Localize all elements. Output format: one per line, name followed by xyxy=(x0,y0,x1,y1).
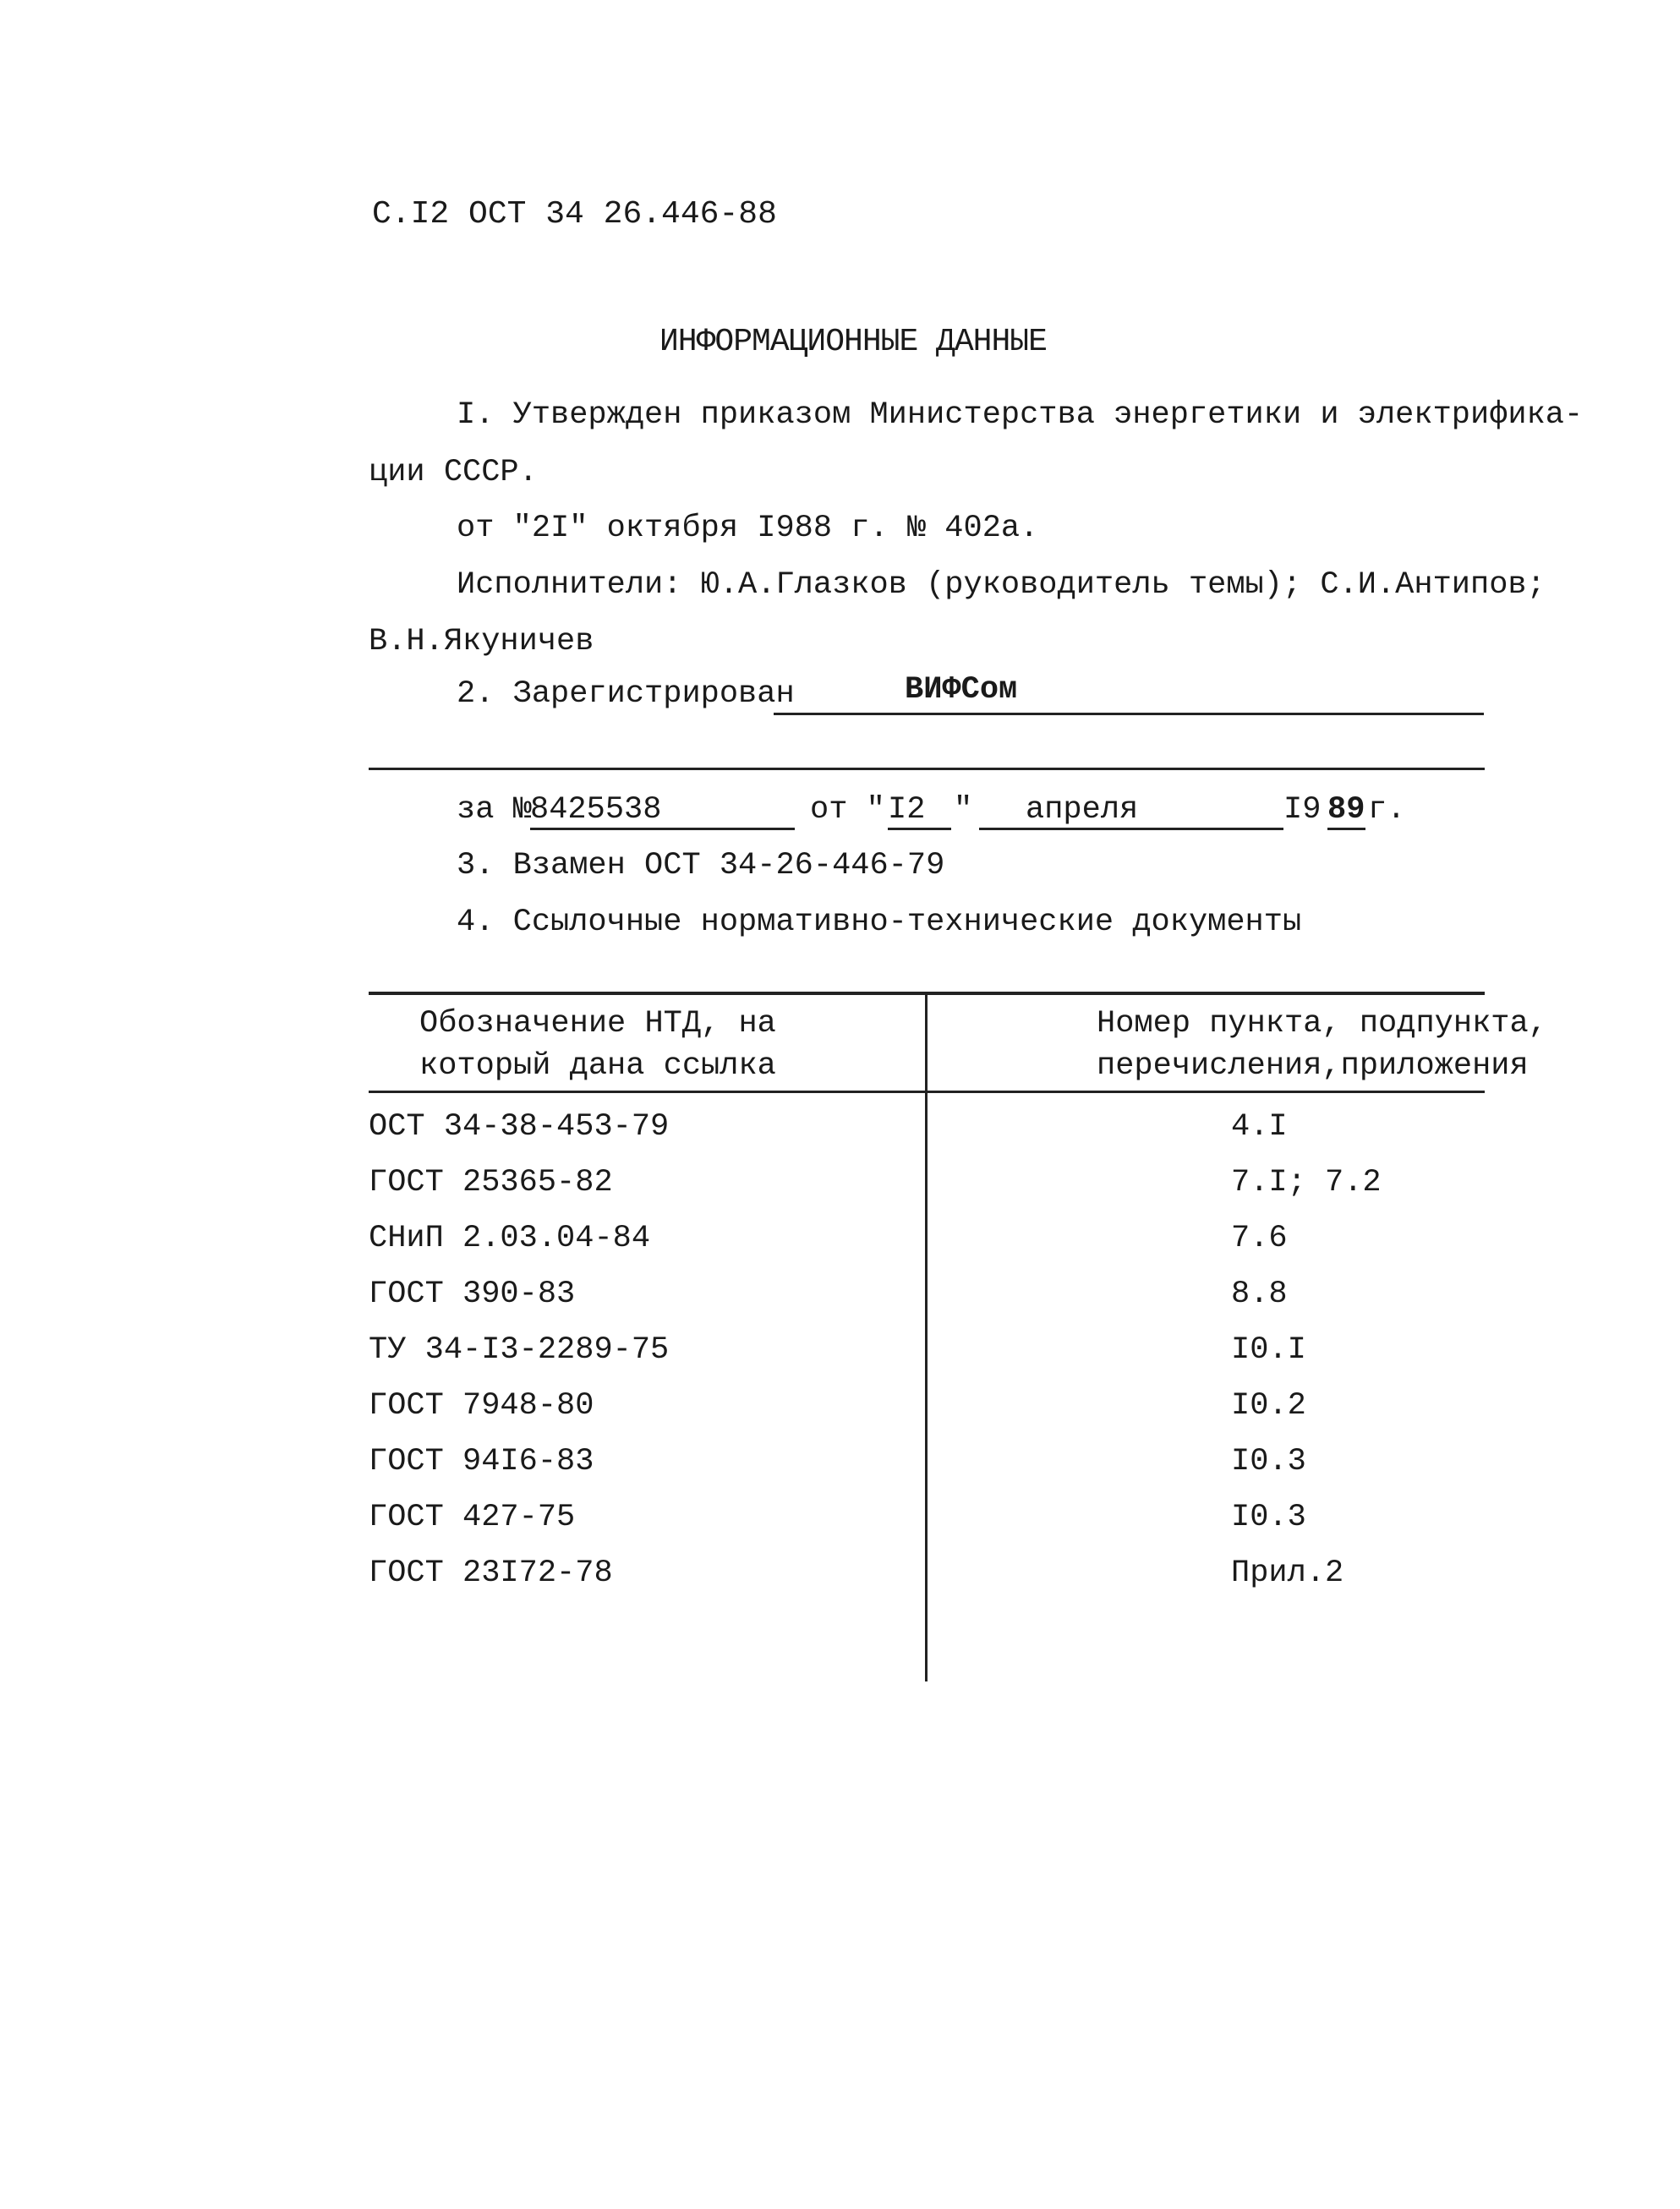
table-cell-document: ГОСТ 390-83 xyxy=(369,1277,576,1312)
table-cell-document: СНиП 2.03.04-84 xyxy=(369,1221,651,1256)
approval-text-line-2: ции СССР. xyxy=(369,455,538,490)
registration-year-suffix: 89 xyxy=(1327,792,1365,830)
table-cell-clause: І0.2 xyxy=(1231,1388,1306,1424)
table-cell-clause: І0.3 xyxy=(1231,1500,1306,1535)
table-cell-clause: 8.8 xyxy=(1231,1277,1288,1312)
reference-documents-heading: 4. Ссылочные нормативно-технические документы xyxy=(457,905,1302,940)
table-header-clause-line-1: Номер пункта, подпункта, xyxy=(1097,1006,1547,1042)
table-cell-document: ОСТ 34-38-453-79 xyxy=(369,1109,670,1145)
table-header-designation-line-2: который дана ссылка xyxy=(419,1048,776,1084)
document-title: ИНФОРМАЦИОННЫЕ ДАННЫЕ xyxy=(659,324,1047,360)
authors-line-2: В.Н.Якуничев xyxy=(369,624,594,659)
table-header-designation-line-1: Обозначение НТД, на xyxy=(419,1006,776,1042)
registration-underline xyxy=(774,713,1484,715)
registration-month: апреля xyxy=(979,792,1283,830)
registration-year-unit: г. xyxy=(1368,792,1406,828)
registration-year-prefix: І9 xyxy=(1283,792,1322,828)
registration-continuation-line xyxy=(369,768,1485,770)
table-cell-clause: І0.3 xyxy=(1231,1444,1306,1479)
registration-date-label: от " xyxy=(810,792,885,828)
registration-organization: ВИФСом xyxy=(905,672,1018,708)
table-cell-document: ГОСТ 25365-82 xyxy=(369,1165,613,1200)
table-cell-clause: 7.І; 7.2 xyxy=(1231,1165,1382,1200)
table-cell-clause: 7.6 xyxy=(1231,1221,1288,1256)
page-header: С.І2 ОСТ 34 26.446-88 xyxy=(372,196,777,232)
approval-date-line: от "2І" октября І988 г. № 402а. xyxy=(457,511,1039,546)
approval-text-line-1: І. Утвержден приказом Министерства энергетики и электрифика- xyxy=(457,397,1584,433)
registration-label: 2. Зарегистрирован xyxy=(457,676,795,712)
table-cell-clause: 4.І xyxy=(1231,1109,1288,1145)
table-cell-document: ГОСТ 23І72-78 xyxy=(369,1556,613,1591)
replaces-standard-text: 3. Взамен ОСТ 34-26-446-79 xyxy=(457,848,945,883)
registration-day-quote: " xyxy=(954,792,973,828)
table-column-divider xyxy=(925,995,928,1681)
table-cell-clause: Прил.2 xyxy=(1231,1556,1344,1591)
registration-number-prefix: за № xyxy=(457,792,532,828)
authors-line-1: Исполнители: Ю.А.Глазков (руководитель темы); С.И.Антипов; xyxy=(457,567,1546,603)
table-cell-clause: І0.І xyxy=(1231,1332,1306,1368)
registration-day: І2 xyxy=(888,792,951,830)
table-cell-document: ГОСТ 427-75 xyxy=(369,1500,576,1535)
table-cell-document: ГОСТ 94І6-83 xyxy=(369,1444,594,1479)
table-cell-document: ТУ 34-І3-2289-75 xyxy=(369,1332,670,1368)
table-cell-document: ГОСТ 7948-80 xyxy=(369,1388,594,1424)
registration-number: 8425538 xyxy=(530,792,795,830)
table-header-clause-line-2: перечисления,приложения xyxy=(1097,1048,1529,1084)
